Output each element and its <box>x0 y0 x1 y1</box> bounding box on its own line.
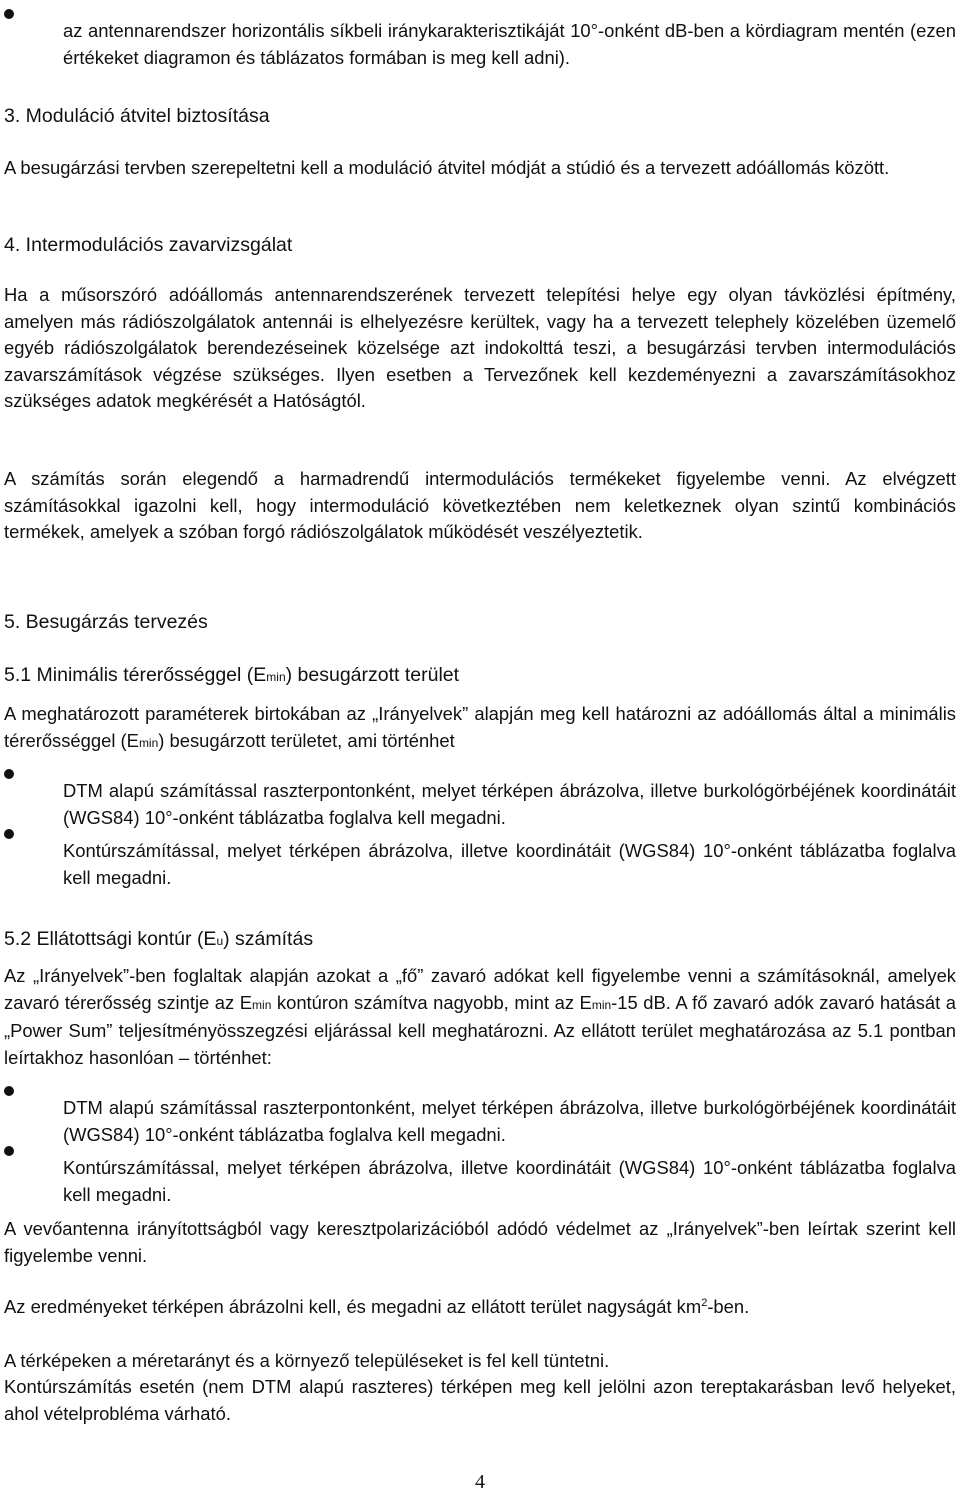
text-run: A meghatározott paraméterek birtokában az „Irányelvek” alapján meg kell határozni az adóállomás által a minimális térerősséggel (E <box>4 703 956 751</box>
page-number: 4 <box>475 1471 485 1493</box>
heading-text: 5.2 Ellátottsági kontúr (E <box>4 928 217 950</box>
paragraph <box>4 963 956 1071</box>
text-run: Az „Irányelvek”-ben foglaltak alapján azokat a „fő” zavaró adókat kell figyelembe venni a számításoknál, amelyek zavaró térerősség szintje az E <box>4 965 956 1013</box>
subscript: min <box>266 670 286 684</box>
paragraph: A számítás során elegendő a harmadrendű intermodulációs termékeket figyelembe venni. Az elvégzett számításokkal igazolni kell, hogy intermoduláció következtében nem keletkeznek olyan szintű kombinációs termékek, amelyek a szóban forgó rádiószolgálatok működését veszélyeztetik. <box>4 468 956 543</box>
list-item: DTM alapú számítással raszterpontonként, melyet térképen ábrázolva, illetve burkológörbéjének koordinátáit (WGS84) 10°-onként táblázatba foglalva kell megadni. <box>63 780 956 828</box>
text-run: -15 dB. A fő zavaró adók zavaró hatását a „Power Sum” teljesítményösszegzési eljárással kell meghatározni. Az ellátott terület meghatározása az 5.1 pontban leírtakhoz hasonlóan – történhet: <box>4 991 957 1068</box>
paragraph: Ha a műsorszóró adóállomás antennarendszerének tervezett telepítési helye egy olyan távközlési építmény, amelyen más rádiószolgálatok antennái is elhelyezésre kerültek, vagy ha a tervezett telephely közelében üzemelő egyéb rádiószolgálatok berendezéseinek közelsége azt indokolttá teszi, a besugárzási tervben intermodulációs zavarszámítások végzése szükséges. Ilyen esetben a Tervezőnek kell kezdeményezni a zavarszámításokhoz szükséges adatok megkérését a Hatóságtól. <box>4 284 956 412</box>
bullet-icon <box>4 1086 14 1096</box>
paragraph: A vevőantenna irányítottságból vagy keresztpolarizációból adódó védelmet az „Irányelvek”-ben leírtak szerint kell figyelembe venni. <box>4 1218 956 1266</box>
heading-text: ) számítás <box>223 928 314 950</box>
list-item: DTM alapú számítással raszterpontonként, melyet térképen ábrázolva, illetve burkológörbéjének koordinátáit (WGS84) 10°-onként táblázatba foglalva kell megadni. <box>63 1097 956 1145</box>
section-heading: 4. Intermodulációs zavarvizsgálat <box>4 234 293 256</box>
section-heading: 3. Moduláció átvitel biztosítása <box>4 105 270 127</box>
paragraph <box>4 701 956 756</box>
bullet-icon <box>4 829 14 839</box>
subscript: min <box>138 735 159 750</box>
section-heading: 5. Besugárzás tervezés <box>4 611 208 633</box>
superscript: 2 <box>701 1297 708 1309</box>
heading-text: ) besugárzott terület <box>285 664 460 686</box>
paragraph: A besugárzási tervben szerepeltetni kell a moduláció átvitel módját a stúdió és a tervezett adóállomás között. <box>4 157 890 178</box>
bullet-icon <box>4 1146 14 1156</box>
paragraph <box>4 1294 956 1324</box>
text-run: kontúron számítva nagyobb, mint az E <box>271 991 592 1013</box>
paragraph: A térképeken a méretarányt és a környező településeket is fel kell tüntetni. <box>4 1350 610 1371</box>
subsection-heading <box>4 662 459 690</box>
subsection-heading <box>4 926 313 954</box>
subscript: min <box>591 997 612 1012</box>
heading-text: 5.1 Minimális térerősséggel (E <box>4 664 267 686</box>
list-item: az antennarendszer horizontális síkbeli iránykarakterisztikáját 10°-onként dB-ben a kördiagram mentén (ezen értékeket diagramon és táblázatos formában is meg kell adni). <box>63 20 956 68</box>
text-run: ) besugárzott területet, ami történhet <box>158 729 455 751</box>
bullet-icon <box>4 9 14 19</box>
list-item: Kontúrszámítással, melyet térképen ábrázolva, illetve koordinátáit (WGS84) 10°-onként táblázatba foglalva kell megadni. <box>63 840 956 888</box>
text-run: -ben. <box>707 1296 750 1317</box>
list-item: Kontúrszámítással, melyet térképen ábrázolva, illetve koordinátáit (WGS84) 10°-onként táblázatba foglalva kell megadni. <box>63 1157 956 1205</box>
subscript: min <box>252 997 272 1012</box>
text-run: Az eredményeket térképen ábrázolni kell, és megadni az ellátott terület nagyságát km <box>4 1296 702 1317</box>
bullet-icon <box>4 769 14 779</box>
paragraph: Kontúrszámítás esetén (nem DTM alapú raszteres) térképen meg kell jelölni azon tereptakarásban levő helyeket, ahol vételprobléma várható. <box>4 1376 956 1424</box>
subscript: u <box>216 934 224 948</box>
